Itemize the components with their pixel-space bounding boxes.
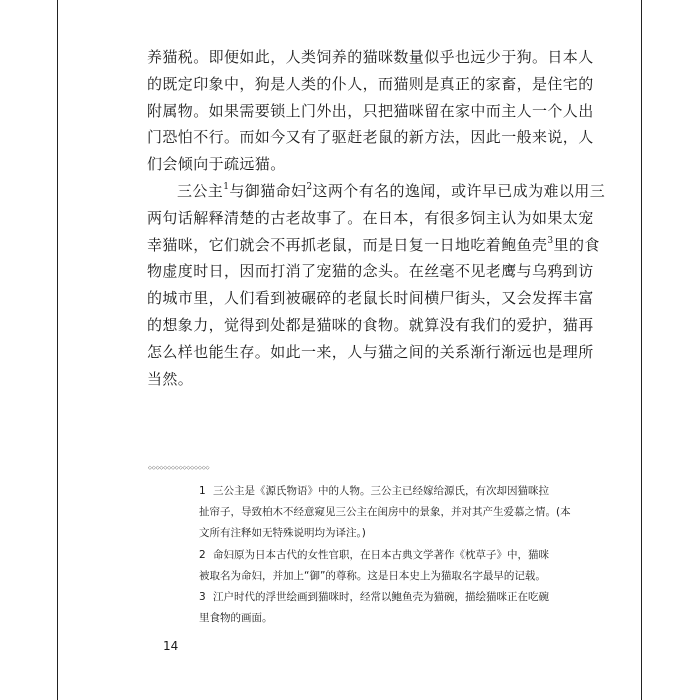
text-segment: 三公主	[177, 181, 224, 200]
footnote-ref-3[interactable]: 3	[547, 235, 554, 246]
text-line: 们会倾向于疏远猫。	[147, 155, 286, 174]
footnote-text: 命妇原为日本古代的女性官职，在日本古典文学著作《枕草子》中，猫咪	[213, 548, 549, 561]
footnote-line: 被取名为命妇，并加上“御”的尊称。这是日本史上为猫取名字最早的记载。	[199, 569, 546, 582]
footnote-text: 江户时代的浮世绘画到猫咪时，经常以鲍鱼壳为猫碗，描绘猫咪正在吃碗	[213, 591, 549, 604]
footnote-1	[199, 481, 571, 545]
text-segment: 这两个有名的逸闻，或许早已成为难以用三	[312, 181, 606, 200]
main-text	[147, 44, 606, 392]
footnote-line	[199, 545, 554, 566]
footnote-3	[199, 587, 554, 629]
text-line: 的城市里，人们看到被碾碎的老鼠长时间横尸街头，又会发挥丰富	[147, 289, 594, 308]
footnote-separator: ◇◇◇◇◇◇◇◇◇◇◇◇◇◇◇◇	[148, 465, 210, 471]
book-page	[57, 0, 642, 700]
page-number: 14	[163, 639, 179, 653]
footnote-number: 1	[199, 485, 206, 497]
text-line: 的既定印象中，狗是人类的仆人，而猫则是真正的家畜，是住宅的	[147, 74, 594, 93]
text-line: 物虚度时日，因而打消了宠猫的念头。在丝毫不见老鹰与乌鸦到访	[147, 262, 594, 281]
footnote-text: 三公主是《源氏物语》中的人物。三公主已经嫁给源氏，有次却因猫咪拉	[213, 485, 549, 497]
footnote-line: 文所有注释如无特殊说明均为译注。)	[199, 527, 366, 540]
text-line: 附属物。如果需要锁上门外出，只把猫咪留在家中而主人一个人出	[147, 101, 594, 120]
text-segment: 与御猫命妇	[229, 181, 307, 200]
text-line: 两句话解释清楚的古老故事了。在日本，有很多饲主认为如果太宠	[147, 208, 594, 227]
text-segment: 幸猫咪，它们就会不再抓老鼠，而是日复一日地吃着鲍鱼壳	[147, 235, 548, 254]
footnotes	[199, 481, 571, 629]
text-line	[147, 232, 600, 259]
footnote-line	[199, 587, 554, 608]
paragraph-1	[147, 44, 594, 178]
footnote-number: 2	[199, 548, 206, 561]
footnote-2	[199, 545, 554, 587]
text-line: 门恐怕不行。而如今又有了驱赶老鼠的新方法，因此一般来说，人	[147, 128, 594, 147]
footnote-ref-2[interactable]: 2	[306, 181, 313, 192]
text-line: 的想象力，觉得到处都是猫咪的食物。就算没有我们的爱护，猫再	[147, 315, 594, 334]
footnote-line: 里食物的画面。	[199, 612, 273, 625]
text-line: 当然。	[147, 369, 194, 388]
footnote-ref-1[interactable]: 1	[223, 181, 230, 192]
paragraph-2	[147, 178, 606, 392]
text-line: 养猫税。即便如此，人类饲养的猫咪数量似乎也远少于狗。日本人	[147, 48, 594, 66]
text-line	[147, 178, 606, 205]
footnote-number: 3	[199, 591, 206, 604]
text-line: 怎么样也能生存。如此一来，人与猫之间的关系渐行渐远也是理所	[147, 342, 594, 361]
text-segment: 里的食	[553, 235, 600, 254]
footnote-line	[199, 481, 554, 502]
footnote-line: 扯帘子，导致柏木不经意窥见三公主在闺房中的景象，并对其产生爱慕之情。(本	[199, 506, 571, 519]
